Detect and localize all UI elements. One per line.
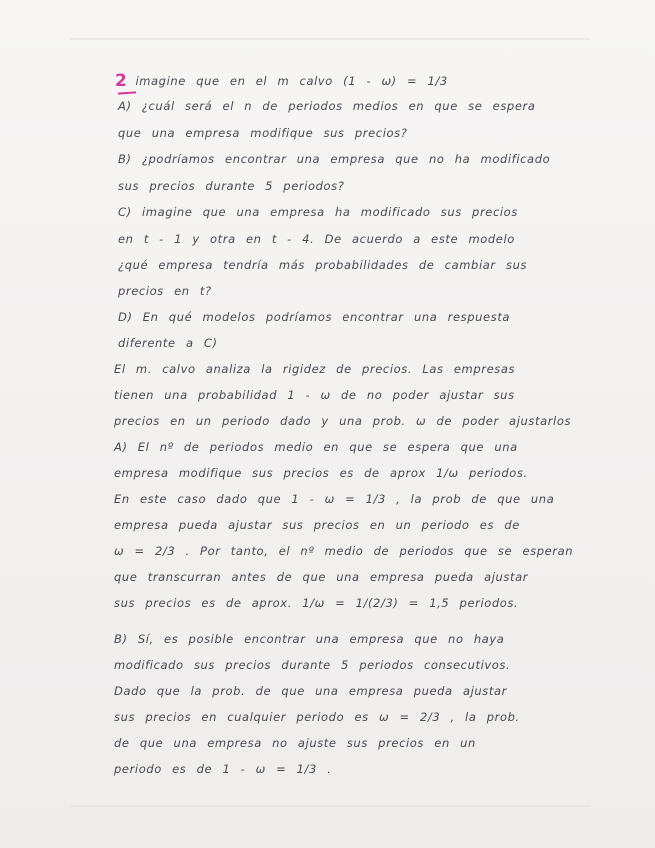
question-line-3: que una empresa modifique sus precios? [118, 126, 408, 140]
question-line-11: diferente a C) [118, 336, 218, 350]
answer-line-10: sus precios es de aprox. 1/ω = 1/(2/3) = 1,5 periodos. [114, 596, 519, 610]
answer-line-16: periodo es de 1 - ω = 1/3 . [114, 762, 332, 776]
paper-edge-bottom [70, 805, 590, 807]
answer-line-11: B) Sí, es posible encontrar una empresa que no haya [114, 632, 505, 646]
answer-line-4: A) El nº de periodos medio en que se espera que una [114, 440, 518, 454]
paper-edge-top [70, 38, 590, 40]
answer-line-14: sus precios en cualquier periodo es ω = 2/3 , la prob. [114, 710, 520, 724]
answer-line-8: ω = 2/3 . Por tanto, el nº medio de periodos que se esperan [114, 544, 574, 558]
answer-line-1: El m. calvo analiza la rigidez de precios. Las empresas [114, 362, 516, 376]
answer-line-5: empresa modifique sus precios es de aprox 1/ω periodos. [114, 466, 528, 480]
answer-line-9: que transcurran antes de que una empresa pueda ajustar [114, 570, 529, 584]
question-number-underline [118, 91, 136, 94]
question-line-2: A) ¿cuál será el n de periodos medios en que se espera [118, 99, 536, 113]
question-line-5: sus precios durante 5 periodos? [118, 179, 345, 193]
question-line-8: ¿qué empresa tendría más probabilidades de cambiar sus [118, 258, 528, 272]
answer-line-7: empresa pueda ajustar sus precios en un periodo es de [114, 518, 520, 532]
question-line-7: en t - 1 y otra en t - 4. De acuerdo a este modelo [118, 232, 515, 246]
question-number: 2 [115, 71, 128, 91]
question-text: imagine que en el m calvo (1 - ω) = 1/3 [135, 74, 448, 88]
answer-line-13: Dado que la prob. de que una empresa pueda ajustar [114, 684, 507, 698]
answer-line-6: En este caso dado que 1 - ω = 1/3 , la prob de que una [114, 492, 555, 506]
answer-line-12: modificado sus precios durante 5 periodos consecutivos. [114, 658, 511, 672]
answer-line-2: tienen una probabilidad 1 - ω de no poder ajustar sus [114, 388, 515, 402]
question-line-6: C) imagine que una empresa ha modificado sus precios [118, 205, 518, 219]
answer-line-15: de que una empresa no ajuste sus precios en un [114, 736, 476, 750]
question-line-1 [115, 71, 448, 91]
question-line-10: D) En qué modelos podríamos encontrar una respuesta [118, 310, 511, 324]
answer-line-3: precios en un periodo dado y una prob. ω de poder ajustarlos [114, 414, 572, 428]
question-line-9: precios en t? [118, 284, 212, 298]
question-line-4: B) ¿podríamos encontrar una empresa que no ha modificado [118, 152, 551, 166]
